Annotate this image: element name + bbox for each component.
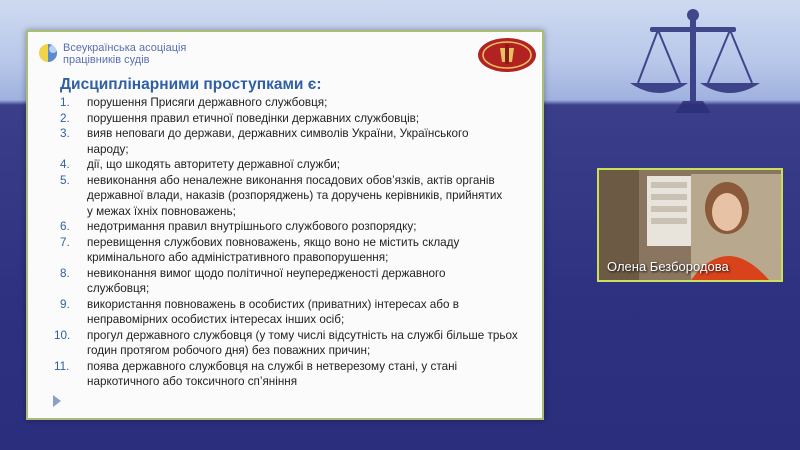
list-item-text: поява державного службовця на службі в нетверезому стані, у стані <box>87 359 458 373</box>
list-item-text: службовця; <box>87 282 150 295</box>
list-item <box>52 95 532 111</box>
list-item-number: 9. <box>60 297 70 311</box>
list-item-number: 6. <box>60 220 70 233</box>
list-item-text: народу; <box>87 142 129 156</box>
list-item <box>52 235 532 266</box>
list-item-text: вияв неповаги до держави, державних символів України, Українського <box>87 127 469 140</box>
list-item-text: неправомірних особистих інтересах інших осіб; <box>87 313 345 326</box>
list-item-number: 11. <box>54 359 70 373</box>
list-item <box>52 359 532 390</box>
list-item-text: державної влади, наказів (розпоряджень) та доручень керівників, прийнятих <box>87 189 503 202</box>
list-item-text: порушення правил етичної поведінки державних службовців; <box>87 111 420 125</box>
logo-line-2: працівників судів <box>63 54 150 66</box>
list-item <box>52 328 532 359</box>
association-logo-icon <box>38 40 62 64</box>
list-item-number: 8. <box>60 266 70 280</box>
participant-name: Олена Безбородова <box>607 259 729 274</box>
list-item <box>52 266 532 297</box>
list-item <box>52 157 532 173</box>
list-item-text: недотримання правил внутрішнього службового розпорядку; <box>87 220 417 233</box>
list-item-number: 4. <box>60 158 70 171</box>
list-item-text: порушення Присяги державного службовця; <box>87 96 328 109</box>
misconduct-list <box>52 95 532 390</box>
list-item-text: прогул державного службовця (у тому числі відсутність на службі більше трьох <box>87 328 518 342</box>
association-logo <box>38 40 198 66</box>
list-item-number: 1. <box>60 96 70 109</box>
list-item-number: 7. <box>60 235 70 249</box>
slide-heading: Дисциплінарними проступками є: <box>60 76 322 93</box>
list-item <box>52 219 532 235</box>
scales-of-justice-icon <box>590 5 800 115</box>
participant-video-tile[interactable] <box>597 168 783 282</box>
list-item-number: 5. <box>60 173 70 187</box>
list-item <box>52 297 532 328</box>
list-item-number: 3. <box>60 127 70 140</box>
list-item-number: 2. <box>60 111 70 125</box>
list-item-text: кримінального або адміністративного правопорушення; <box>87 251 389 264</box>
logo-line-1: Всеукраїнська асоціація <box>63 42 187 54</box>
list-item <box>52 126 532 157</box>
list-item-text: годин протягом робочого дня) без поважних причин; <box>87 344 371 357</box>
list-item-text: невиконання або неналежне виконання посадових обов’язків, актів органів <box>87 173 495 187</box>
presentation-slide <box>26 30 544 420</box>
list-item-number: 10. <box>54 328 71 342</box>
list-item-text: наркотичного або токсичного сп’яніння <box>87 375 298 388</box>
list-item-text: використання повноважень в особистих (приватних) інтересах або в <box>87 297 459 311</box>
list-item <box>52 173 532 220</box>
list-item-text: у межах їхніх повноважень; <box>87 204 236 218</box>
list-item-text: невиконання вимог щодо політичної неупередженості державного <box>87 266 446 280</box>
list-item <box>52 111 532 127</box>
list-item-text: дії, що шкодять авторитету державної служби; <box>87 158 341 171</box>
list-item-text: перевищення службових повноважень, якщо воно не містить складу <box>87 235 460 249</box>
slide-next-arrow-icon[interactable] <box>53 395 61 407</box>
court-emblem-icon <box>476 36 538 74</box>
